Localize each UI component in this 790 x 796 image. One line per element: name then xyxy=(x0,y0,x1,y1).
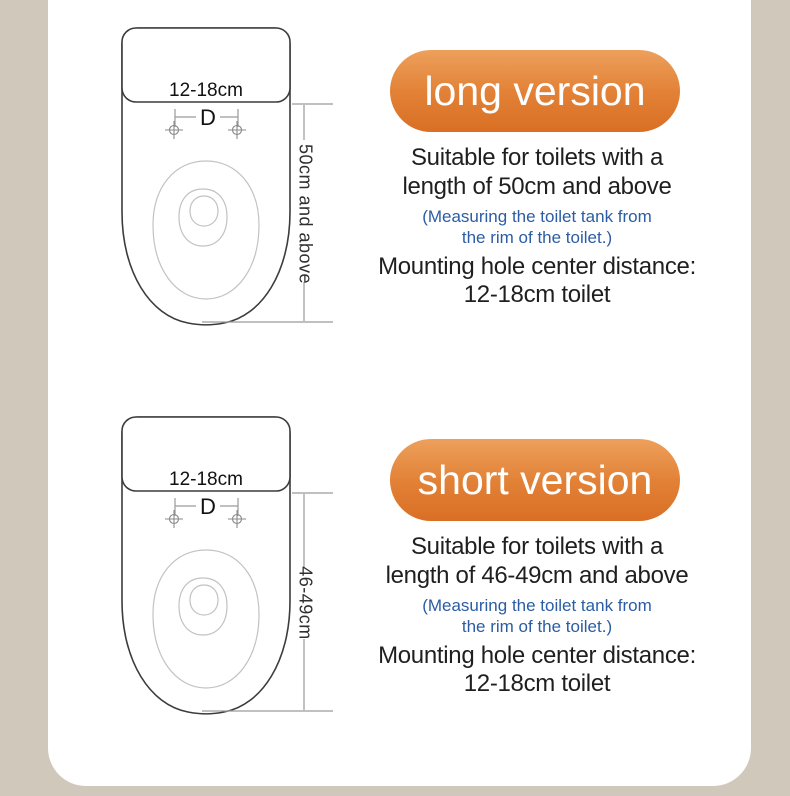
version-badge xyxy=(390,50,680,132)
mounting-line-1: Mounting hole center distance: xyxy=(378,253,696,280)
tank-width-label: 12-18cm xyxy=(169,469,243,490)
version-badge-label: long version xyxy=(424,67,646,114)
toilet-top-view-diagram xyxy=(100,409,345,729)
suitability-line-1: Suitable for toilets with a xyxy=(410,533,664,560)
suitability-line-2: length of 50cm and above xyxy=(402,173,672,200)
version-badge-label: short version xyxy=(417,456,653,503)
toilet-body xyxy=(122,28,290,325)
mounting-distance-text xyxy=(346,253,728,309)
mounting-line-1: Mounting hole center distance: xyxy=(378,642,696,669)
section-long-version xyxy=(48,0,751,389)
suitability-line-1: Suitable for toilets with a xyxy=(410,144,664,171)
suitability-text xyxy=(346,532,728,590)
mounting-distance-text xyxy=(346,642,728,698)
section-short-version xyxy=(48,389,751,778)
length-label: 50cm and above xyxy=(295,143,316,285)
measuring-note-line-1: (Measuring the toilet tank from xyxy=(422,596,652,615)
suitability-text xyxy=(346,143,728,201)
toilet-top-view-diagram xyxy=(100,20,345,340)
measuring-note-line-1: (Measuring the toilet tank from xyxy=(422,207,652,226)
measuring-note xyxy=(346,206,728,248)
measuring-note-line-2: the rim of the toilet.) xyxy=(461,617,613,636)
tank-width-label: 12-18cm xyxy=(169,80,243,101)
toilet-body xyxy=(122,417,290,714)
length-label: 46-49cm xyxy=(295,566,316,640)
measuring-note xyxy=(346,595,728,637)
hole-distance-label: D xyxy=(200,105,216,130)
suitability-line-2: length of 46-49cm and above xyxy=(385,562,689,589)
hole-distance-label: D xyxy=(200,494,216,519)
version-badge xyxy=(390,439,680,521)
mounting-line-2: 12-18cm toilet xyxy=(463,670,611,697)
measuring-note-line-2: the rim of the toilet.) xyxy=(461,228,613,247)
mounting-line-2: 12-18cm toilet xyxy=(463,281,611,308)
content-card xyxy=(48,0,751,786)
